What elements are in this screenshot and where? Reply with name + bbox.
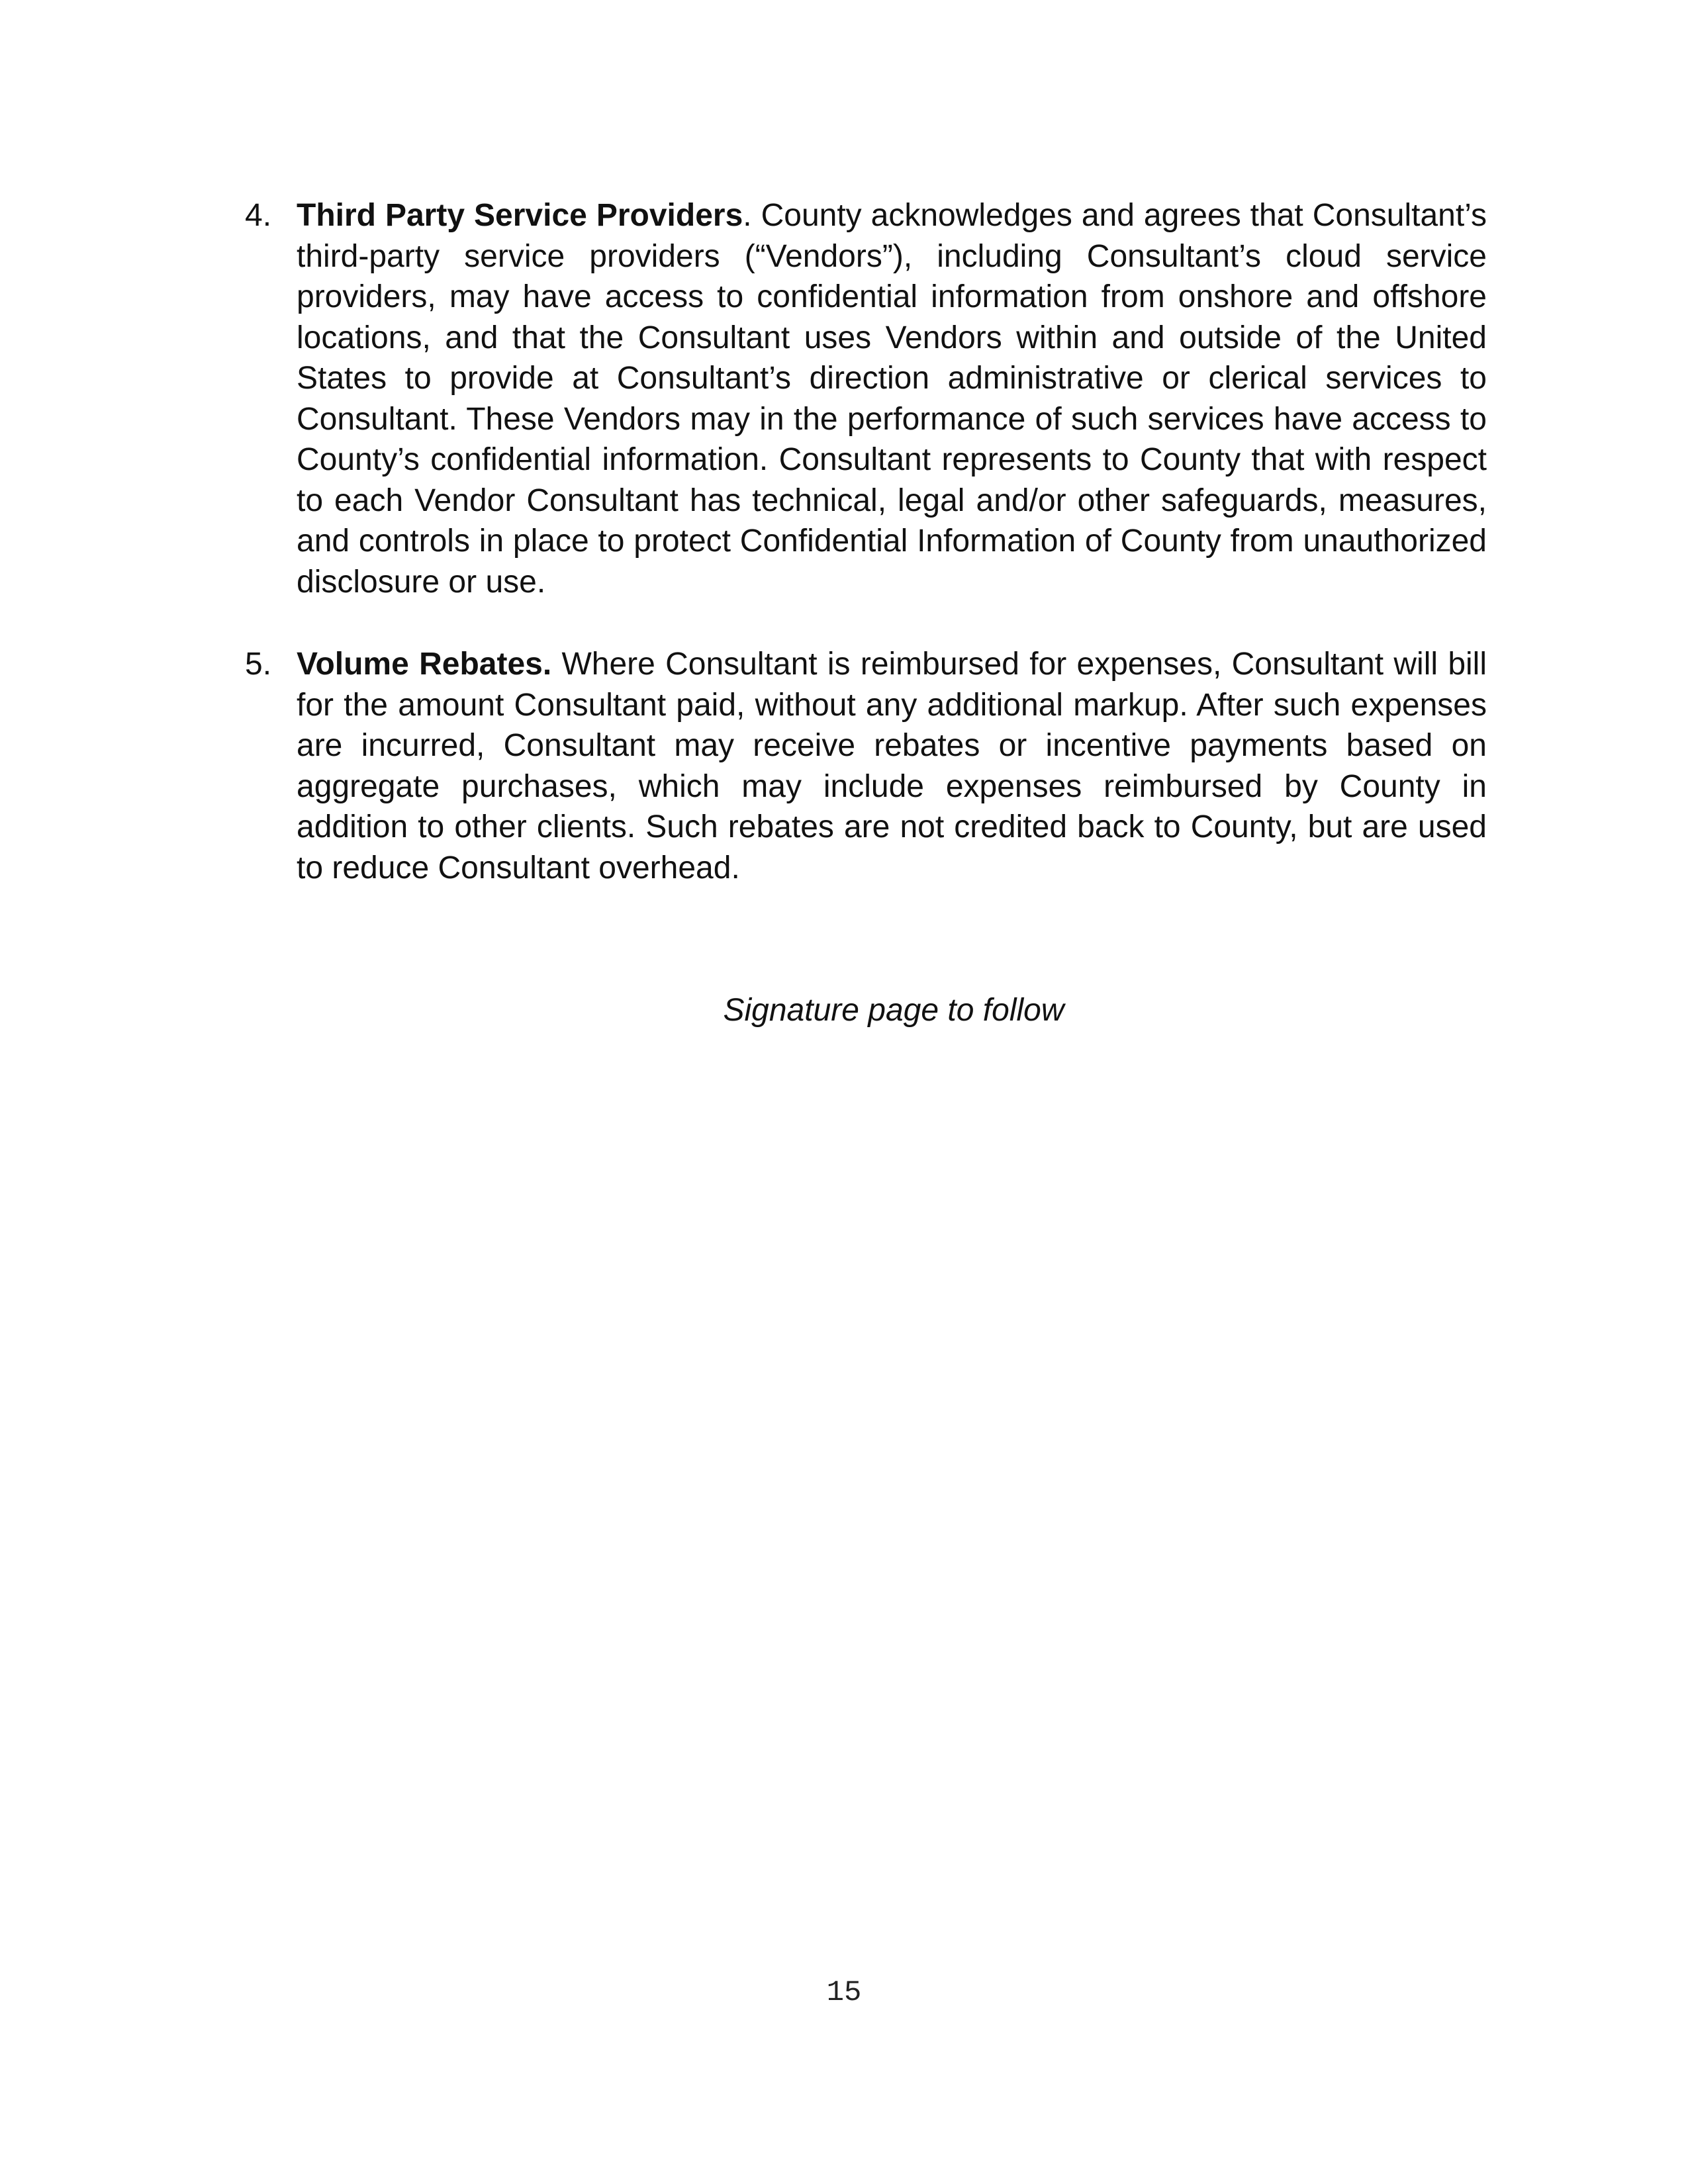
document-body xyxy=(245,195,1489,888)
clause-title: Third Party Service Providers xyxy=(297,198,743,233)
clause-third-party-service-providers xyxy=(245,195,1489,602)
page-number: 15 xyxy=(826,1976,862,2009)
clause-title-suffix: . xyxy=(743,198,752,233)
clause-title: Volume Rebates. xyxy=(297,647,552,682)
clause-paragraph: Where Consultant is reimbursed for expenses, Consultant will bill for the amount Consultant paid, without any additional markup. After such expenses are incurred, Consultant may receive rebates or incentive payments based on aggregate purchases, which may include expenses reimbursed by County in addition to other clients. Such rebates are not credited back to County, but are used to reduce Consultant overhead. xyxy=(297,647,1487,886)
clause-body xyxy=(297,644,1487,888)
clause-body xyxy=(297,195,1487,602)
clause-paragraph: County acknowledges and agrees that Consultant’s third-party service providers (“Vendors”), including Consultant’s cloud service providers, may have access to confidential information from onshore and offshore locations, and that the Consultant uses Vendors within and outside of the United States to provide at Consultant’s direction administrative or clerical services to Consultant. These Vendors may in the performance of such services have access to County’s confidential information. Consultant represents to County that with respect to each Vendor Consultant has technical, legal and/or other safeguards, measures, and controls in place to protect Confidential Information of County from unauthorized disclosure or use. xyxy=(297,198,1487,600)
signature-page-note: Signature page to follow xyxy=(723,993,1064,1028)
clause-number: 5. xyxy=(245,647,272,682)
clause-volume-rebates xyxy=(245,644,1489,888)
clause-number: 4. xyxy=(245,198,272,233)
